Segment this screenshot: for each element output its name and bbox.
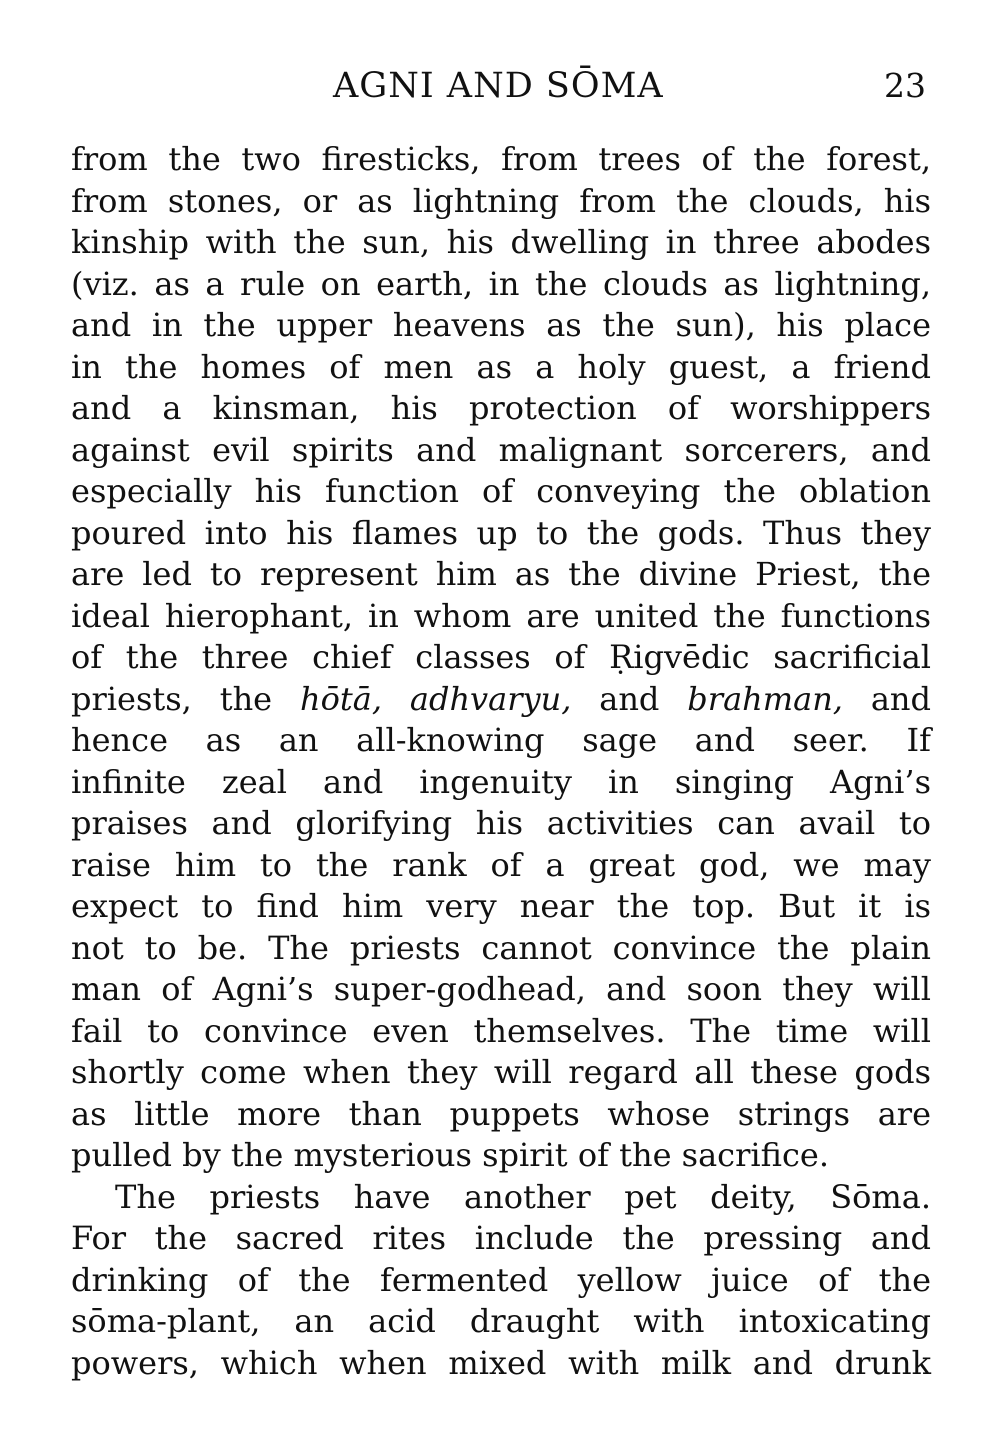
text-line: (viz. as a rule on earth, in the clouds as lightning,: [71, 264, 931, 303]
term-brahman: brahman,: [687, 679, 843, 718]
text-segment: priests, the: [71, 679, 300, 718]
text-line: raise him to the rank of a great god, we may: [71, 845, 931, 884]
running-title: AGNI AND SŌMA: [333, 66, 664, 106]
paragraph-end-line: pulled by the mysterious spirit of the sacrifice.: [71, 1136, 829, 1174]
text-line: and a kinsman, his protection of worshippers: [71, 389, 931, 427]
text-line: are led to represent him as the divine Priest, the: [71, 555, 931, 593]
text-line: hence as an all-knowing sage and seer. If: [71, 721, 931, 759]
page-number: 23: [884, 66, 926, 105]
text-line: man of Agni’s super-godhead, and soon they will: [71, 970, 931, 1008]
text-line-priests: [71, 679, 931, 721]
text-line: in the homes of men as a holy guest, a friend: [71, 347, 931, 386]
text-line: of the three chief classes of Ṛigvēdic sacrificial: [71, 638, 931, 676]
text-segment: and: [842, 679, 932, 718]
text-line: kinship with the sun, his dwelling in three abodes: [71, 223, 931, 261]
text-line: sōma-plant, an acid draught with intoxicating: [71, 1302, 931, 1340]
paragraph-start-line: The priests have another pet deity, Sōma.: [115, 1177, 931, 1216]
body-text: [71, 139, 931, 1384]
text-line: from stones, or as lightning from the clouds, his: [71, 181, 931, 220]
text-line: For the sacred rites include the pressing and: [71, 1219, 931, 1257]
text-line: and in the upper heavens as the sun), his place: [71, 306, 931, 344]
text-line: expect to find him very near the top. But it is: [71, 887, 931, 925]
text-line: shortly come when they will regard all these gods: [71, 1053, 931, 1091]
text-line: from the two firesticks, from trees of the forest,: [71, 140, 931, 178]
text-line: poured into his flames up to the gods. Thus they: [71, 513, 931, 552]
text-line: not to be. The priests cannot convince the plain: [71, 928, 931, 967]
text-line: praises and glorifying his activities can avail to: [71, 804, 931, 842]
text-line: against evil spirits and malignant sorcerers, and: [71, 430, 931, 469]
text-line: as little more than puppets whose strings are: [71, 1094, 931, 1133]
text-line: drinking of the fermented yellow juice of the: [71, 1260, 931, 1299]
term-adhvaryu: adhvaryu,: [409, 679, 572, 718]
text-line: powers, which when mixed with milk and drunk: [71, 1343, 931, 1382]
text-segment: and: [571, 679, 688, 718]
text-line: ideal hierophant, in whom are united the functions: [71, 596, 931, 635]
page-header: [0, 66, 1000, 116]
text-line: especially his function of conveying the oblation: [71, 472, 931, 510]
text-line: infinite zeal and ingenuity in singing Agni’s: [71, 762, 931, 801]
text-segment: [382, 680, 410, 718]
text-line: fail to convince even themselves. The time will: [71, 1011, 931, 1050]
term-hota: hōtā,: [300, 679, 382, 718]
